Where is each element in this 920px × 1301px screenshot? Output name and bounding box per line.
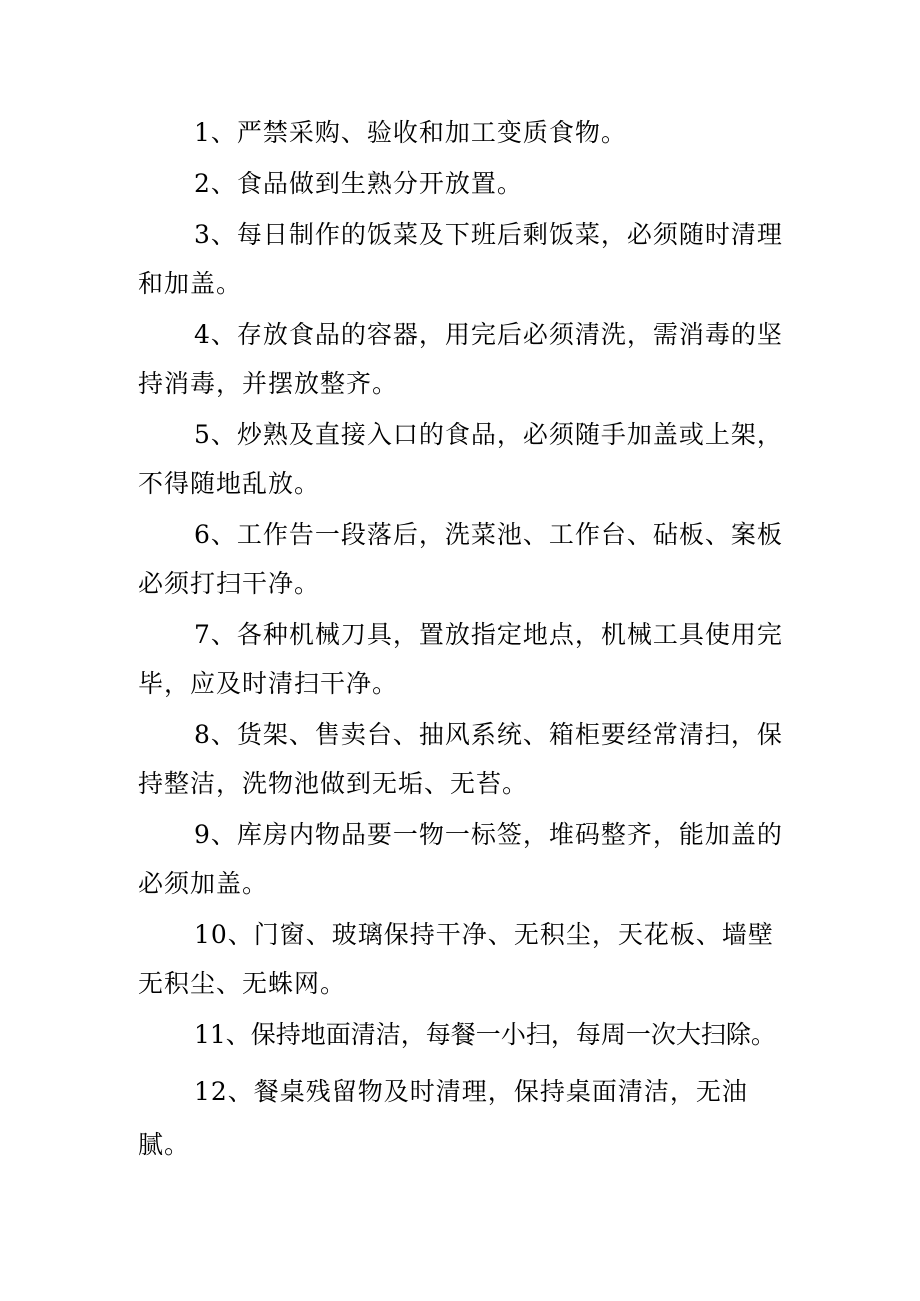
rule-item-3: 3、每日制作的饭菜及下班后剩饭菜，必须随时清理和加盖。 xyxy=(138,220,783,298)
rule-item-4: 4、存放食品的容器，用完后必须清洗，需消毒的坚持消毒，并摆放整齐。 xyxy=(138,320,783,398)
rule-item-12: 12、餐桌残留物及时清理，保持桌面清洁，无油腻。 xyxy=(138,1077,748,1159)
rule-item-11: 11、保持地面清洁，每餐一小扫，每周一次大扫除。 xyxy=(194,1020,776,1049)
rule-item-9: 9、库房内物品要一物一标签，堆码整齐，能加盖的必须加盖。 xyxy=(138,820,783,898)
document-body xyxy=(138,108,798,1173)
rule-item-8: 8、货架、售卖台、抽风系统、箱柜要经常清扫，保持整洁，洗物池做到无垢、无苔。 xyxy=(138,720,783,798)
rule-item-1: 1、严禁采购、验收和加工变质食物。 xyxy=(194,118,627,147)
rule-item-7: 7、各种机械刀具，置放指定地点，机械工具使用完毕，应及时清扫干净。 xyxy=(138,620,783,698)
rule-item-5: 5、炒熟及直接入口的食品，必须随手加盖或上架，不得随地乱放。 xyxy=(138,420,783,498)
rule-item-2: 2、食品做到生熟分开放置。 xyxy=(194,169,523,198)
rule-item-6: 6、工作告一段落后，洗菜池、工作台、砧板、案板必须打扫干净。 xyxy=(138,520,783,598)
rule-item-10: 10、门窗、玻璃保持干净、无积尘，天花板、墙壁无积尘、无蛛网。 xyxy=(138,920,774,998)
